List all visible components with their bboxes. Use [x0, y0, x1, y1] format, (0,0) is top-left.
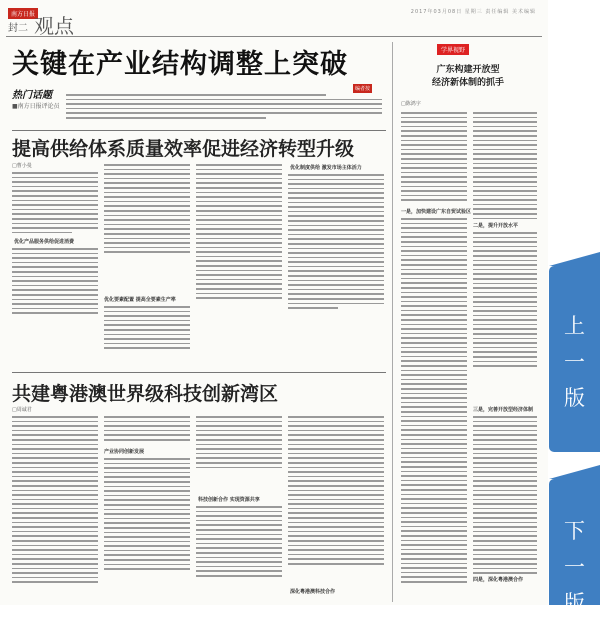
lead-lines — [66, 84, 382, 119]
editor-tag: 编者按 — [354, 86, 370, 92]
article-2-column-3b — [196, 506, 282, 580]
next-label-char-2: 一 — [564, 555, 585, 579]
lead-text-block — [66, 84, 382, 126]
article-2-byline: □周诚君 — [12, 407, 32, 413]
article-1-column-1 — [12, 172, 98, 236]
article-1-byline: □曹小曼 — [12, 163, 32, 169]
article-1-subhead-1: 优化产品服务供给促进消费 — [14, 239, 75, 245]
section-name: 观点 — [34, 14, 74, 38]
prev-label-char-1: 上 — [564, 314, 585, 338]
next-page-button[interactable] — [549, 479, 600, 615]
article-2-subhead-2: 科技创新合作 实现资源共享 — [198, 497, 260, 503]
article-1-column-2b — [104, 306, 190, 352]
article-1-headline: 提高供给体系质量效率促进经济转型升级 — [12, 138, 355, 160]
main-headline: 关键在产业结构调整上突破 — [12, 49, 348, 80]
sidebar-column-1 — [401, 112, 467, 204]
masthead-meta: 2017年03月08日 星期三 责任编辑 美术编辑 — [410, 9, 536, 15]
article-2-column-2b — [104, 458, 190, 573]
article-1-subhead-3: 优化制度供给 激发市场主体活力 — [290, 165, 362, 171]
sidebar-headline — [403, 64, 533, 90]
paper-tag: 南方日报 — [8, 8, 38, 19]
prev-label-char-3: 版 — [564, 386, 585, 410]
sidebar-column-2b — [473, 232, 537, 370]
hot-topic-sub: ■南方日报评论员 — [12, 103, 60, 110]
sidebar-column-1b — [401, 218, 467, 586]
masthead — [6, 4, 542, 37]
article-1-column-1b — [12, 248, 98, 317]
sidebar-column-2c — [473, 416, 537, 577]
hot-topic — [12, 86, 60, 110]
next-label-char-3: 版 — [564, 591, 585, 615]
article-1-subhead-2: 优化要素配置 提高全要素生产率 — [104, 297, 176, 303]
sidebar-headline-line-1: 广东构建开放型 — [436, 65, 500, 75]
article-2-headline: 共建粤港澳世界级科技创新湾区 — [12, 383, 279, 405]
article-2-column-4 — [288, 416, 384, 568]
scholar-view-sidebar — [392, 42, 543, 602]
sidebar-subhead-4: 四是，深化粤港澳合作 — [473, 577, 524, 583]
sidebar-subhead-1: 一是，加快建设广东自贸试验区 — [401, 209, 472, 215]
sidebar-subhead-2: 二是，提升开放水平 — [473, 223, 519, 229]
sidebar-column-2 — [473, 112, 537, 222]
article-1-column-2 — [104, 164, 190, 256]
sidebar-byline: □陈鸿宇 — [401, 101, 421, 107]
article-2-subhead-1: 产业协同创新发展 — [104, 449, 145, 455]
sidebar-subhead-3: 三是，完善开放型经济体制 — [473, 407, 534, 413]
hot-topic-label: 热门话题 — [12, 90, 52, 101]
divider — [12, 372, 386, 373]
article-2-column-2 — [104, 416, 190, 444]
scholar-view-tag: 学界视野 — [437, 44, 469, 55]
next-label-char-1: 下 — [564, 519, 585, 543]
divider — [12, 130, 386, 131]
prev-label-char-2: 一 — [564, 350, 585, 374]
article-2-column-1 — [12, 416, 98, 586]
previous-page-button[interactable] — [549, 266, 600, 452]
sidebar-headline-line-2: 经济新体制的抓手 — [431, 78, 504, 88]
article-2-column-3 — [196, 416, 282, 471]
article-2-subhead-3: 深化粤港澳科技合作 — [290, 589, 336, 595]
section-sub: 封二 — [8, 23, 28, 34]
article-1-column-4 — [288, 174, 384, 312]
article-1-column-3 — [196, 164, 282, 302]
